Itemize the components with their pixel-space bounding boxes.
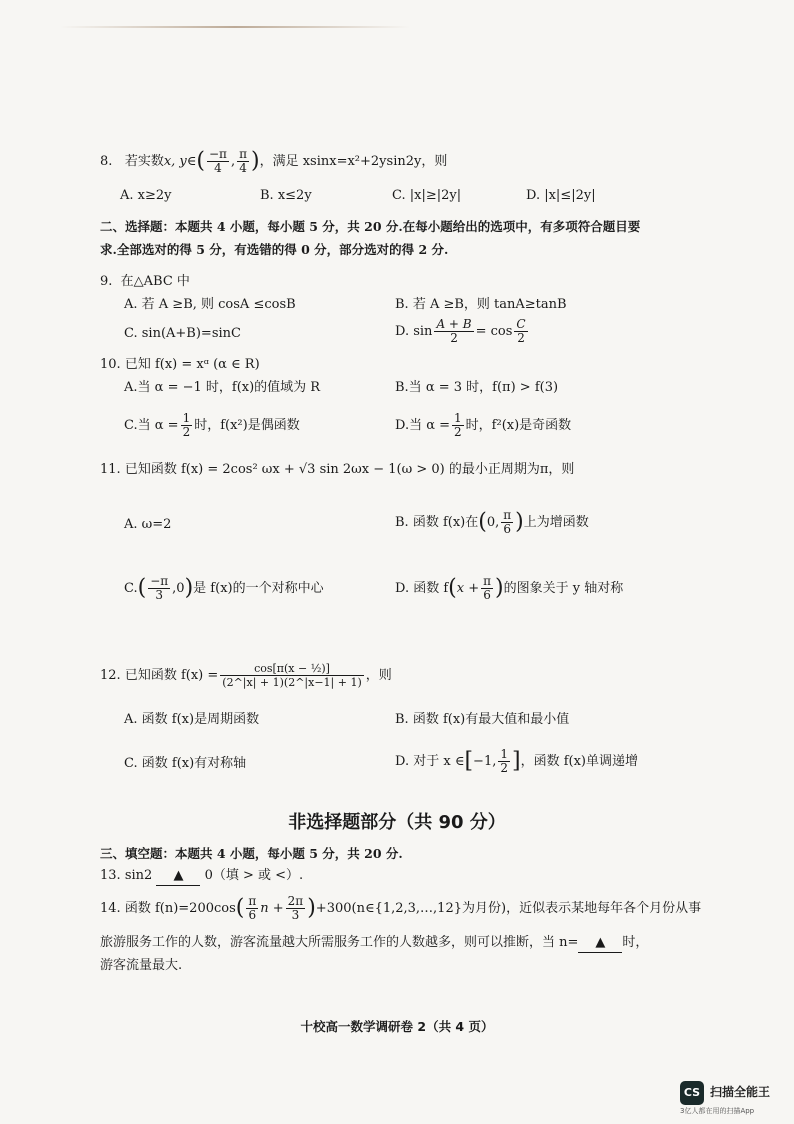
q8-option-c: C. |x|≥|2y| — [392, 188, 462, 203]
question-9-stem: 9. 在△ABC 中 — [100, 274, 190, 289]
section-2-instructions-line-1: 二、选择题：本题共 4 小题，每小题 5 分，共 20 分.在每小题给出的选项中，有多项符合题目要 — [100, 219, 641, 234]
q9-option-b: B. 若 A ≥B，则 tanA≥tanB — [395, 297, 567, 312]
question-14-line-1: 14. 函数 f(n)=200cos( $\frac{\pi}{6}$ n + $\frac{2\pi}{3}$ )+300(n∈{1,2,3,…,12}为月份)，近似表示某地每年各个月份从事 — [100, 894, 702, 922]
question-12-stem: 12. 已知函数 f(x) = $\frac{\text{cos[π(x − ½)]}}{(2\^{}|x| + 1)(2\^{}|x-1| + 1)}$ ，则 — [100, 662, 392, 689]
section-3-instructions: 三、填空题：本题共 4 小题，每小题 5 分，共 20 分. — [100, 846, 403, 861]
q9-option-a: A. 若 A ≥B, 则 cosA ≤cosB — [124, 297, 296, 312]
camscanner-name: 扫描全能王 — [710, 1085, 771, 1099]
section-2-instructions-line-2: 求.全部选对的得 5 分，有选错的得 0 分，部分选对的得 2 分. — [100, 242, 449, 257]
q11-option-a: A. ω=2 — [124, 517, 172, 532]
q9-option-d: D. sin $\frac{A + B}{2}$ = cos $\frac{C}{2}$ — [395, 317, 526, 345]
q9-option-c: C. sin(A+B)=sinC — [124, 326, 241, 341]
top-scan-mark — [60, 26, 410, 28]
question-11-stem: 11. 已知函数 f(x) = 2cos² ωx + √3 sin 2ωx − 1(ω > 0) 的最小正周期为π，则 — [100, 462, 575, 477]
q8-option-b: B. x≤2y — [260, 188, 312, 203]
question-10-stem: 10. 已知 f(x) = xᵅ (α ∈ R) — [100, 357, 260, 372]
q11-option-c: C.( $\frac{-\pi}{3}$ ,0)是 f(x)的一个对称中心 — [124, 574, 324, 602]
question-14-line-2: 旅游服务工作的人数，游客流量越大所需服务工作的人数越多，则可以推断，当 n= ▲ 时， — [100, 934, 648, 953]
q10-option-a: A.当 α = −1 时，f(x)的值域为 R — [124, 380, 321, 395]
page-footer: 十校高一数学调研卷 2（共 4 页） — [300, 1019, 494, 1034]
question-13: 13. sin2 ▲ 0（填 > 或 <）. — [100, 867, 303, 886]
camscanner-tagline: 3亿人都在用的扫描App — [680, 1107, 755, 1115]
q10-option-c: C.当 α = $\frac{1}{2}$ 时，f(x²)是偶函数 — [124, 411, 300, 439]
q12-option-b: B. 函数 f(x)有最大值和最小值 — [395, 712, 570, 727]
q11-option-d: D. 函数 f(x + $\frac{\pi}{6}$ )的图象关于 y 轴对称 — [395, 574, 624, 602]
question-8-stem: 8. 若实数x, y∈( $\frac{-\pi}{4}$ , $\frac{\pi}{4}$ )，满足 xsinx=x²+2ysin2y，则 — [100, 147, 448, 175]
q12-option-c: C. 函数 f(x)有对称轴 — [124, 756, 247, 771]
answer-blank: ▲ — [156, 867, 200, 886]
q8-option-a: A. x≥2y — [120, 188, 172, 203]
q10-option-d: D.当 α = $\frac{1}{2}$ 时，f²(x)是奇函数 — [395, 411, 572, 439]
answer-blank: ▲ — [578, 934, 622, 953]
q12-option-a: A. 函数 f(x)是周期函数 — [124, 712, 260, 727]
q11-option-b: B. 函数 f(x)在(0, $\frac{\pi}{6}$ )上为增函数 — [395, 508, 589, 536]
q12-option-d: D. 对于 x ∈[−1, $\frac{1}{2}$ ]，函数 f(x)单调递增 — [395, 747, 638, 775]
q10-option-b: B.当 α = 3 时，f(π) > f(3) — [395, 380, 559, 395]
camscanner-logo-icon: CS — [680, 1081, 704, 1105]
q8-option-d: D. |x|≤|2y| — [526, 188, 596, 203]
part-2-heading: 非选择题部分（共 90 分） — [288, 812, 506, 833]
question-14-line-3: 游客流量最大. — [100, 958, 183, 973]
